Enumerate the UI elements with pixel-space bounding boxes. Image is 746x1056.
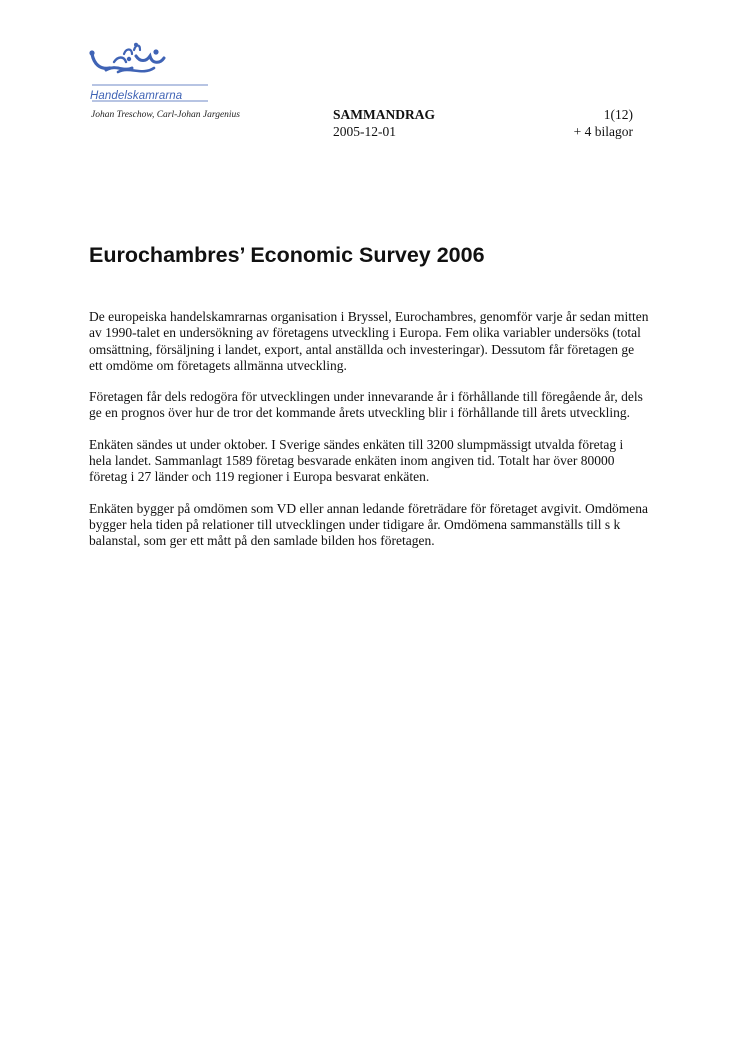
document-type: SAMMANDRAG (333, 107, 435, 122)
page-number: 1(12) (603, 107, 633, 122)
page-title: Eurochambres’ Economic Survey 2006 (89, 243, 485, 267)
paragraph: De europeiska handelskamrarnas organisation i Bryssel, Eurochambres, genomför varje år sedan mitten av 1990-talet en undersökning av företagens utveckling i Europa. Fem olika variabler undersöks (total omsättning, försäljning i landet, export, antal anställda och investeringar). Dessutom får företagen ge ett omdöme om företagets allmänna utveckling. (89, 309, 649, 373)
paragraph: Enkäten sändes ut under oktober. I Sverige sändes enkäten till 3200 slumpmässigt utvalda företag i hela landet. Sammanlagt 1589 företag besvarade enkäten inom angiven tid. Totalt har över 80000 företag i 27 länder och 119 regioner i Europa besvarat enkäten. (89, 436, 624, 485)
document-body (89, 309, 649, 565)
paragraph: Enkäten bygger på omdömen som VD eller annan ledande företrädare för företaget avgivit. Omdömena bygger hela tiden på relationer till utvecklingen under tidigare år. Omdömena sammanställs till s k balanstal, som ger ett mått på den samlade bilden hos företagen. (89, 500, 649, 549)
attachments-count: + 4 bilagor (573, 124, 633, 139)
document-date: 2005-12-01 (333, 124, 396, 139)
logo-wordmark: Handelskamrarna (90, 90, 183, 102)
authors: Johan Treschow, Carl-Johan Jargenius (91, 110, 240, 120)
paragraph: Företagen får dels redogöra för utvecklingen under innevarande år i förhållande till föregående år, dels ge en prognos över hur de tror det kommande årets utveckling blir i förhållande till årets utveckling. (89, 389, 643, 421)
